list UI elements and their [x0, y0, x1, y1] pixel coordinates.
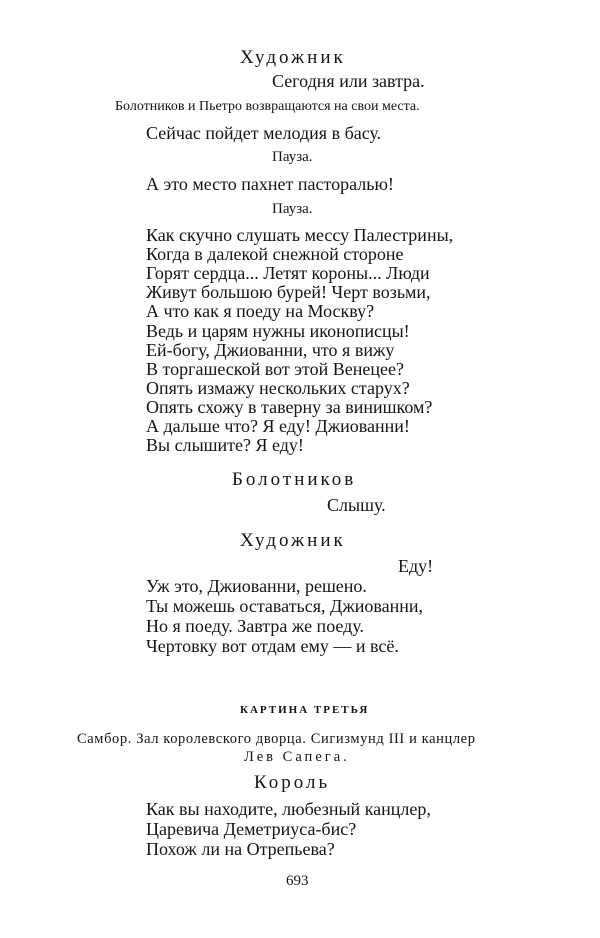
speaker-name: Болотников	[232, 469, 357, 490]
page-number: 693	[286, 873, 309, 889]
verse-line: Опять схожу в таверну за винишком?	[146, 397, 433, 417]
verse-line: Когда в далекой снежной стороне	[146, 244, 404, 264]
dialogue-line: Сейчас пойдет мелодия в басу.	[146, 123, 382, 143]
verse-line: Живут большою бурей! Черт возьми,	[146, 282, 431, 302]
speaker-name: Художник	[240, 530, 346, 551]
scene-heading: КАРТИНА ТРЕТЬЯ	[240, 704, 370, 716]
verse-line: Вы слышите? Я еду!	[146, 435, 304, 455]
dialogue-line: Сегодня или завтра.	[272, 71, 425, 91]
verse-line: Уж это, Джиованни, решено.	[146, 576, 367, 596]
scene-description: Самбор. Зал королевского дворца. Сигизмунд III и канцлер	[77, 731, 476, 747]
speaker-name: Король	[254, 772, 331, 793]
verse-line: Как скучно слушать мессу Палестрины,	[146, 225, 454, 245]
stage-direction: Болотников и Пьетро возвращаются на свои места.	[115, 99, 420, 114]
verse-line: Ты можешь оставаться, Джиованни,	[146, 596, 424, 616]
stage-direction: Пауза.	[272, 149, 313, 165]
dialogue-line: А это место пахнет пасторалью!	[146, 174, 394, 194]
verse-line: Похож ли на Отрепьева?	[146, 839, 335, 859]
dialogue-line: Слышу.	[327, 495, 386, 515]
verse-line: Но я поеду. Завтра же поеду.	[146, 616, 365, 636]
verse-line: Чертовку вот отдам ему — и всё.	[146, 636, 399, 656]
verse-line: Ей-богу, Джиованни, что я вижу	[146, 340, 395, 360]
verse-line: Опять измажу нескольких старух?	[146, 378, 410, 398]
verse-line: Горят сердца... Летят короны... Люди	[146, 263, 430, 283]
dialogue-line: Еду!	[398, 556, 434, 576]
verse-line: А что как я поеду на Москву?	[146, 301, 375, 321]
speaker-name: Художник	[240, 47, 346, 68]
verse-line: Ведь и царям нужны иконописцы!	[146, 321, 410, 341]
stage-direction: Пауза.	[272, 201, 313, 217]
verse-line: В торгашеской вот этой Венецее?	[146, 359, 404, 379]
scene-description: Лев Сапега.	[244, 749, 350, 765]
verse-line: Как вы находите, любезный канцлер,	[146, 799, 431, 819]
verse-line: А дальше что? Я еду! Джиованни!	[146, 416, 410, 436]
verse-line: Царевича Деметриуса-бис?	[146, 819, 357, 839]
